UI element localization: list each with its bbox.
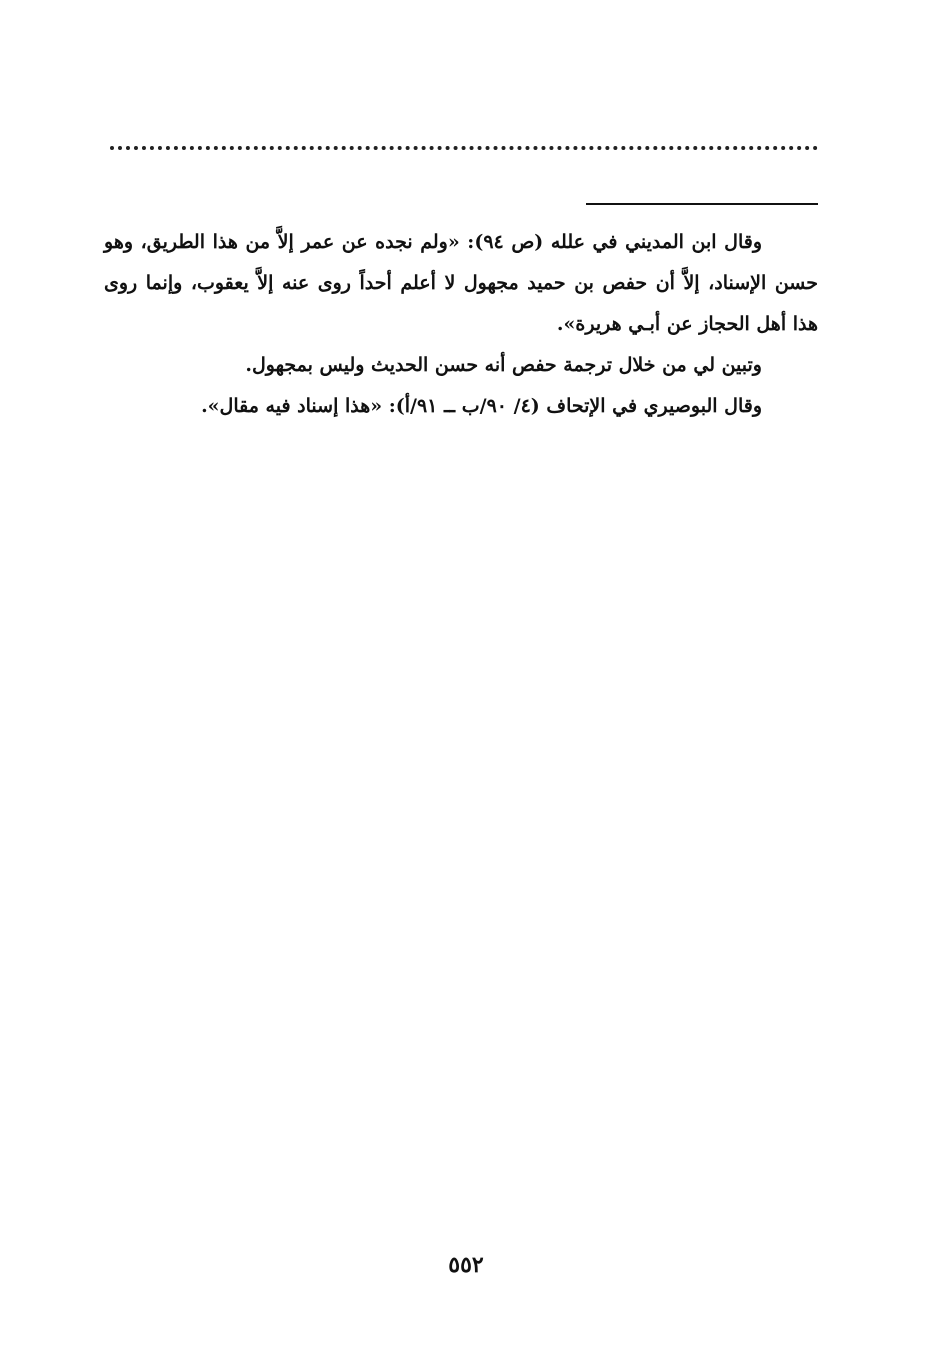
footnote-text	[104, 222, 818, 427]
page-number: ٥٥٢	[448, 1252, 484, 1278]
paragraph-busiri: وقال البوصيري في الإتحاف (٤/ ٩٠/ب ــ ٩١/أ): «هذا إسناد فيه مقال».	[201, 395, 762, 417]
paragraph-hafs-note: وتبين لي من خلال ترجمة حفص أنه حسن الحديث وليس بمجهول.	[245, 354, 762, 376]
footnote-separator	[586, 203, 818, 205]
dotted-separator	[110, 146, 818, 150]
paragraph-ibn-madini: وقال ابن المديني في علله (ص ٩٤): «ولم نجده عن عمر إلاَّ من هذا الطريق، وهو حسن الإسناد، إلاَّ أن حفص بن حميد مجهول لا أعلم أحداً روى عنه إلاَّ يعقوب، وإنما روى هذا أهل الحجاز عن أبـي هريرة».	[104, 231, 818, 335]
